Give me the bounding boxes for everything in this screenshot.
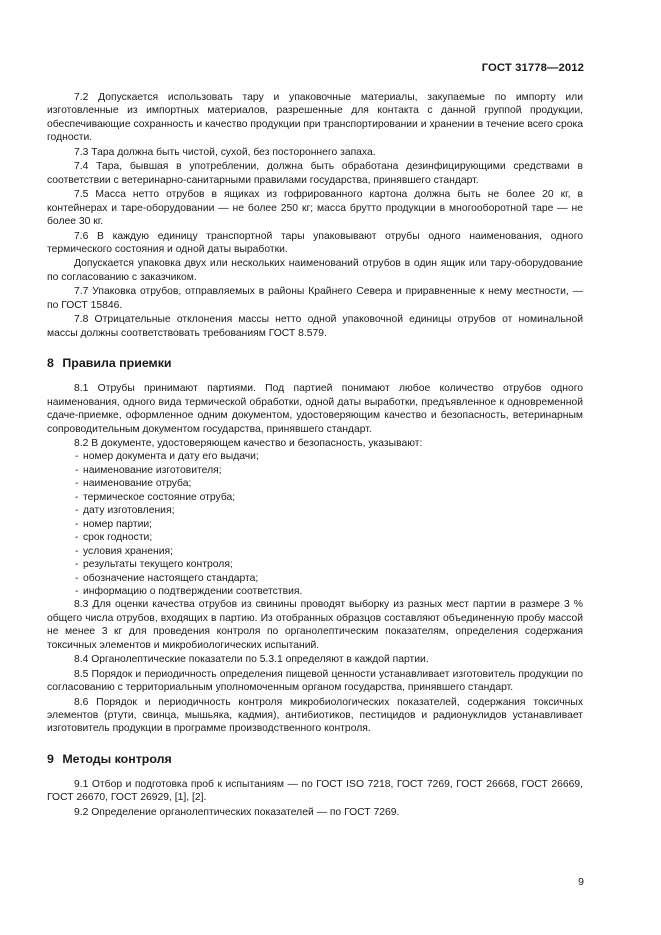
paragraph-8-6: 8.6 Порядок и периодичность контроля микробиологических показателей, содержания токсичных элементов (ртути, свинца, мышьяка, кадмия), антибиотиков, пестицидов и радионуклидов устанавливает изготовитель продукции в программе производственного контроля. <box>47 696 583 735</box>
section-9-title: Методы контроля <box>62 751 172 766</box>
paragraph-8-3: 8.3 Для оценки качества отрубов из свинины проводят выборку из разных мест партии в размере 3 % общего числа отрубов, входящих в партию. Из отобранных образцов составляют объединенную пробу массой не менее 3 кг для проведения контроля по органолептическим показателям, определения содержания токсичных элементов и микробиологических испытаний. <box>47 599 583 651</box>
paragraph-7-3: 7.3 Тара должна быть чистой, сухой, без постороннего запаха. <box>74 146 376 158</box>
section-9-number: 9 <box>47 751 54 766</box>
standard-header: ГОСТ 31778—2012 <box>481 62 584 74</box>
section-8-number: 8 <box>47 356 54 371</box>
paragraph-8-5: 8.5 Порядок и периодичность определения пищевой ценности устанавливает изготовитель продукции по согласованию с территориальным уполномоченным органом государства, принявшего стандарт. <box>47 668 583 694</box>
paragraph-8-2: 8.2 В документе, удостоверяющем качество и безопасность, указывают: <box>74 437 423 449</box>
paragraph-7-4: 7.4 Тара, бывшая в употреблении, должна быть обработана дезинфицирующими средствами в соответствии с ветеринарно-санитарными правилами государства, принявшего стандарт. <box>47 161 583 186</box>
paragraph-7-6: 7.6 В каждую единицу транспортной тары упаковывают отрубы одного наименования, одного термического состояния и одной даты выработки. <box>47 230 583 255</box>
paragraph-8-1: 8.1 Отрубы принимают партиями. Под партией понимают любое количество отрубов одного наименования, одного вида термической обработки, одной даты выработки, предъявленное к одновременной сдаче-приемке, оформленное одним документом, удостоверяющим качество и безопасность, ветеринарным сопроводительным документом государства, принявшего стандарт. <box>47 383 583 435</box>
section-8-heading <box>47 356 583 371</box>
paragraph-7-2: 7.2 Допускается использовать тару и упаковочные материалы, закупаемые по импорту или изготовленные из импортных материалов, разрешенные для контакта с данной группой продукции, обеспечивающие сохранность и качество продукции при транспортировании и хранении в течение всего срока годности. <box>47 92 583 144</box>
list-item: - номер документа и дату его выдачи; <box>47 450 583 463</box>
paragraph-7-7: 7.7 Упаковка отрубов, отправляемых в районы Крайнего Севера и приравненные к нему местности, — по ГОСТ 15846. <box>47 286 583 311</box>
paragraph-8-4: 8.4 Органолептические показатели по 5.3.1 определяют в каждой партии. <box>74 654 429 666</box>
list-item: - обозначение настоящего стандарта; <box>47 572 583 585</box>
paragraph-9-2: 9.2 Определение органолептических показателей — по ГОСТ 7269. <box>74 806 400 818</box>
page-number: 9 <box>578 876 584 888</box>
section-9-heading <box>47 752 583 767</box>
paragraph-7-5: 7.5 Масса нетто отрубов в ящиках из гофрированного картона должна быть не более 20 кг, в контейнерах и таре-оборудовании — не более 250 кг; масса брутто продукции в многооборотной таре — не более 30 кг. <box>47 189 583 228</box>
list-item: - результаты текущего контроля; <box>47 558 583 571</box>
list-item: - условия хранения; <box>47 545 583 558</box>
document-body <box>47 91 583 819</box>
list-item: - дату изготовления; <box>47 504 583 517</box>
list-item: - информацию о подтверждении соответствия. <box>47 585 583 598</box>
paragraph-9-1: 9.1 Отбор и подготовка проб к испытаниям — по ГОСТ ISO 7218, ГОСТ 7269, ГОСТ 26668, ГОСТ 26669, ГОСТ 26670, ГОСТ 26929, [1], [2]. <box>47 778 583 804</box>
list-item: - термическое состояние отруба; <box>47 491 583 504</box>
list-item: - номер партии; <box>47 518 583 531</box>
list-item: - наименование изготовителя; <box>47 464 583 477</box>
section-8-title: Правила приемки <box>62 356 172 371</box>
paragraph-7-6-note: Допускается упаковка двух или нескольких наименований отрубов в один ящик или тару-оборудование по согласованию с заказчиком. <box>47 258 583 283</box>
list-item: - срок годности; <box>47 531 583 544</box>
paragraph-7-8: 7.8 Отрицательные отклонения массы нетто одной упаковочной единицы отрубов от номинальной массы должны соответствовать требованиям ГОСТ 8.579. <box>47 314 583 339</box>
list-item: - наименование отруба; <box>47 477 583 490</box>
document-requirements-list <box>47 450 583 598</box>
